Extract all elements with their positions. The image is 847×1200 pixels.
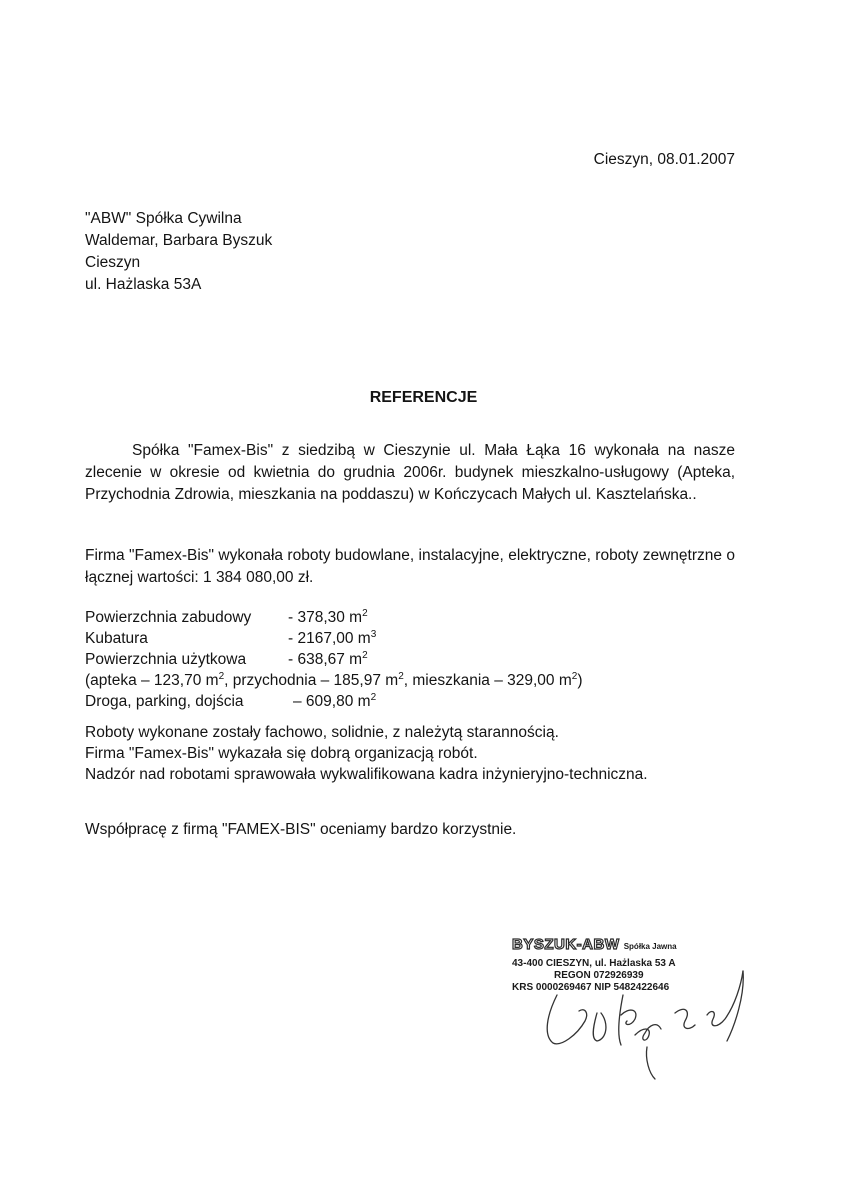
stamp-legal-form: Spółka Jawna [623, 942, 677, 951]
figure-value: – 609,80 $m^2$ [293, 692, 377, 710]
stamp-company-name: BYSZUK-ABW [512, 936, 620, 953]
figure-label: Droga, parking, dojścia [85, 693, 244, 710]
recipient-address [85, 208, 272, 296]
figure-value: - 378,30 $m^2$ [288, 608, 368, 626]
closing-line: Roboty wykonane zostały fachowo, solidnie, z należytą starannością. [85, 724, 559, 741]
figure-row-breakdown [85, 670, 745, 691]
figure-value: - 2167,00 $m^3$ [288, 629, 377, 647]
building-figures [85, 607, 745, 712]
figure-breakdown: (apteka – 123,70 $m^2$, przychodnia – 185,97 $m^2$, mieszkania – 329,00 $m^2$) [85, 671, 583, 689]
cooperation-statement: Współpracę z firmą "FAMEX-BIS" oceniamy bardzo korzystnie. [85, 821, 517, 838]
recipient-line: Cieszyn [85, 254, 141, 271]
closing-statements [85, 722, 785, 785]
reference-paragraph-1: Spółka "Famex-Bis" z siedzibą w Cieszynie ul. Mała Łąka 16 wykonała na nasze zlecenie w okresie od kwietnia do grudnia 2006r. budynek mieszkalno-usługowy (Apteka, Przychodnia Zdrowia, mieszkania na poddaszu) w Kończycach Małych ul. Kasztelańska.. [85, 442, 735, 503]
closing-line: Nadzór nad robotami sprawowała wykwalifikowana kadra inżynieryjno-techniczna. [85, 766, 648, 783]
closing-line: Firma "Famex-Bis" wykazała się dobrą organizacją robót. [85, 745, 478, 762]
figure-row-volume [85, 628, 745, 649]
figure-value: - 638,67 $m^2$ [288, 650, 368, 668]
document-title: REFERENCJE [369, 389, 478, 406]
figure-label: Kubatura [85, 630, 148, 647]
stamp-krs-nip: KRS 0000269467 NIP 5482422646 [512, 982, 670, 993]
figure-row-built-area [85, 607, 745, 628]
stamp-address: 43-400 CIESZYN, ul. Hażlaska 53 A [512, 958, 676, 969]
recipient-line: Waldemar, Barbara Byszuk [85, 232, 273, 249]
recipient-line: ul. Hażlaska 53A [85, 276, 202, 293]
handwritten-signature [535, 955, 755, 1085]
place-date: Cieszyn, 08.01.2007 [593, 151, 735, 168]
figure-label: Powierzchnia zabudowy [85, 609, 252, 626]
figure-row-usable-area [85, 649, 745, 670]
figure-label: Powierzchnia użytkowa [85, 651, 247, 668]
stamp-regon: REGON 072926939 [554, 970, 644, 981]
reference-paragraph-2: Firma "Famex-Bis" wykonała roboty budowlane, instalacyjne, elektryczne, roboty zewnętrzne o łącznej wartości: 1 384 080,00 zł. [85, 547, 735, 586]
recipient-line: "ABW" Spółka Cywilna [85, 210, 242, 227]
figure-row-roads [85, 691, 745, 712]
